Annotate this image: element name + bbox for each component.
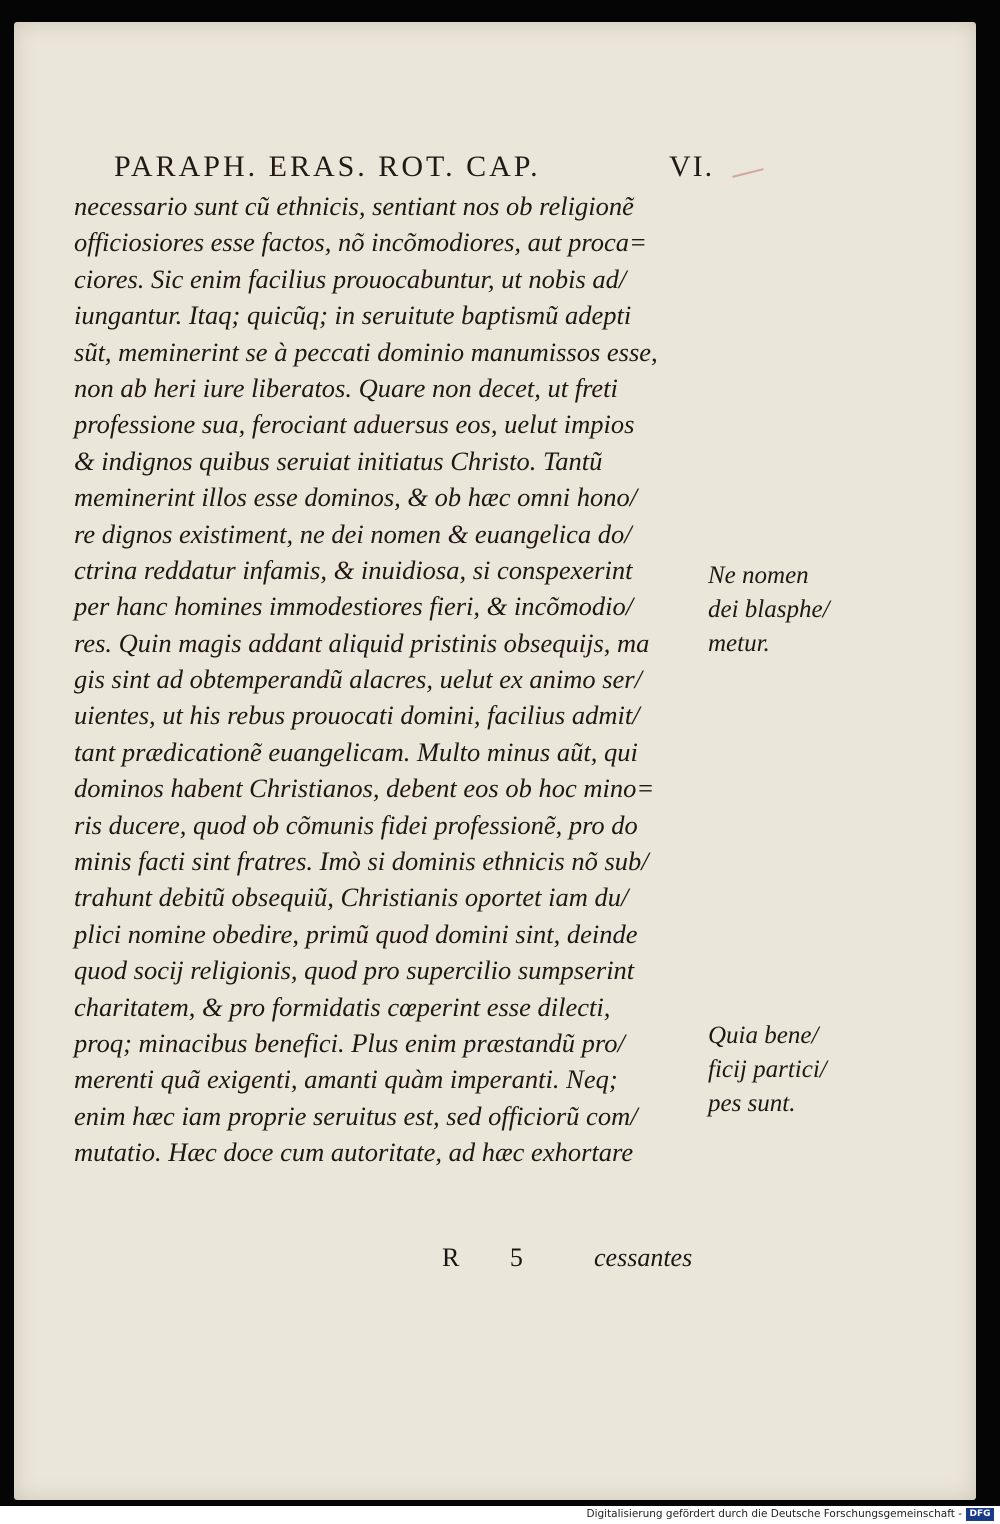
margin-note-line: metur.: [708, 630, 770, 657]
text-line: non ab heri iure liberatos. Quare non decet, ut freti: [74, 372, 618, 403]
text-line: trahunt debitũ obsequiũ, Christianis oportet iam du/: [74, 882, 629, 913]
text-line: enim hæc iam proprie seruitus est, sed officiorũ com/: [74, 1100, 638, 1131]
text-line: meminerint illos esse dominos, & ob hæc omni hono/: [74, 482, 638, 513]
margin-note-line: Quia bene/: [708, 1022, 819, 1049]
margin-note-quia-beneficij: [708, 1019, 827, 1121]
text-line: sũt, meminerint se à peccati dominio manumissos esse,: [74, 336, 658, 367]
text-line: res. Quin magis addant aliquid pristinis obsequijs, ma: [74, 627, 650, 658]
text-line: plici nomine obedire, primũ quod domini sint, deinde: [74, 918, 638, 949]
text-line: charitatem, & pro formidatis cœperint esse dilecti,: [74, 991, 611, 1022]
digitization-footer: [0, 1506, 1000, 1524]
margin-note-line: Ne nomen: [708, 562, 809, 589]
book-page: [14, 22, 976, 1500]
body-text: [74, 188, 714, 1171]
text-line: tant prædicationẽ euangelicam. Multo minus aũt, qui: [74, 736, 638, 767]
margin-note-ne-nomen: [708, 559, 830, 661]
text-line: minis facti sint fratres. Imò si dominis ethnicis nõ sub/: [74, 846, 649, 877]
pen-mark: [732, 168, 764, 178]
text-line: merenti quã exigenti, amanti quàm imperanti. Neq;: [74, 1064, 618, 1095]
text-line: uientes, ut his rebus prouocati domini, facilius admit/: [74, 700, 640, 731]
margin-note-line: dei blasphe/: [708, 596, 830, 623]
text-line: dominos habent Christianos, debent eos ob hoc mino=: [74, 773, 655, 804]
running-title: PARAPH. ERAS. ROT. CAP.: [114, 150, 541, 183]
signature-mark: R 5: [442, 1243, 545, 1272]
text-line: ctrina reddatur infamis, & inuidiosa, si conspexerint: [74, 554, 633, 585]
footer-credit: Digitalisierung gefördert durch die Deutsche Forschungsgemeinschaft -: [586, 1508, 962, 1520]
text-line: re dignos existiment, ne dei nomen & euangelica do/: [74, 518, 632, 549]
text-line: quod socij religionis, quod pro supercilio sumpserint: [74, 955, 635, 986]
text-line: officiosiores esse factos, nõ incõmodiores, aut proca=: [74, 227, 647, 258]
margin-note-line: ficij partici/: [708, 1056, 827, 1083]
text-line: professione sua, ferociant aduersus eos, uelut impios: [74, 409, 635, 440]
text-line: ciores. Sic enim facilius prouocabuntur, ut nobis ad/: [74, 263, 627, 294]
signature-line: [74, 1243, 714, 1279]
text-line: necessario sunt cũ ethnicis, sentiant nos ob religionẽ: [74, 191, 634, 221]
text-line: proq; minacibus benefici. Plus enim præstandũ pro/: [74, 1027, 625, 1058]
dfg-logo: DFG: [966, 1508, 994, 1521]
text-line: gis sint ad obtemperandũ alacres, uelut ex animo ser/: [74, 664, 642, 695]
text-line: iungantur. Itaq; quicũq; in seruitute baptismũ adepti: [74, 300, 632, 331]
text-line: ris ducere, quod ob cõmunis fidei professionẽ, pro do: [74, 809, 638, 840]
catchword: cessantes: [594, 1243, 693, 1272]
text-line: per hanc homines immodestiores fieri, & incõmodio/: [74, 591, 634, 622]
text-line: mutatio. Hæc doce cum autoritate, ad hæc exhortare: [74, 1137, 634, 1168]
margin-note-line: pes sunt.: [708, 1090, 796, 1117]
text-line: & indignos quibus seruiat initiatus Christo. Tantũ: [74, 445, 603, 476]
chapter-number: VI.: [669, 150, 715, 183]
